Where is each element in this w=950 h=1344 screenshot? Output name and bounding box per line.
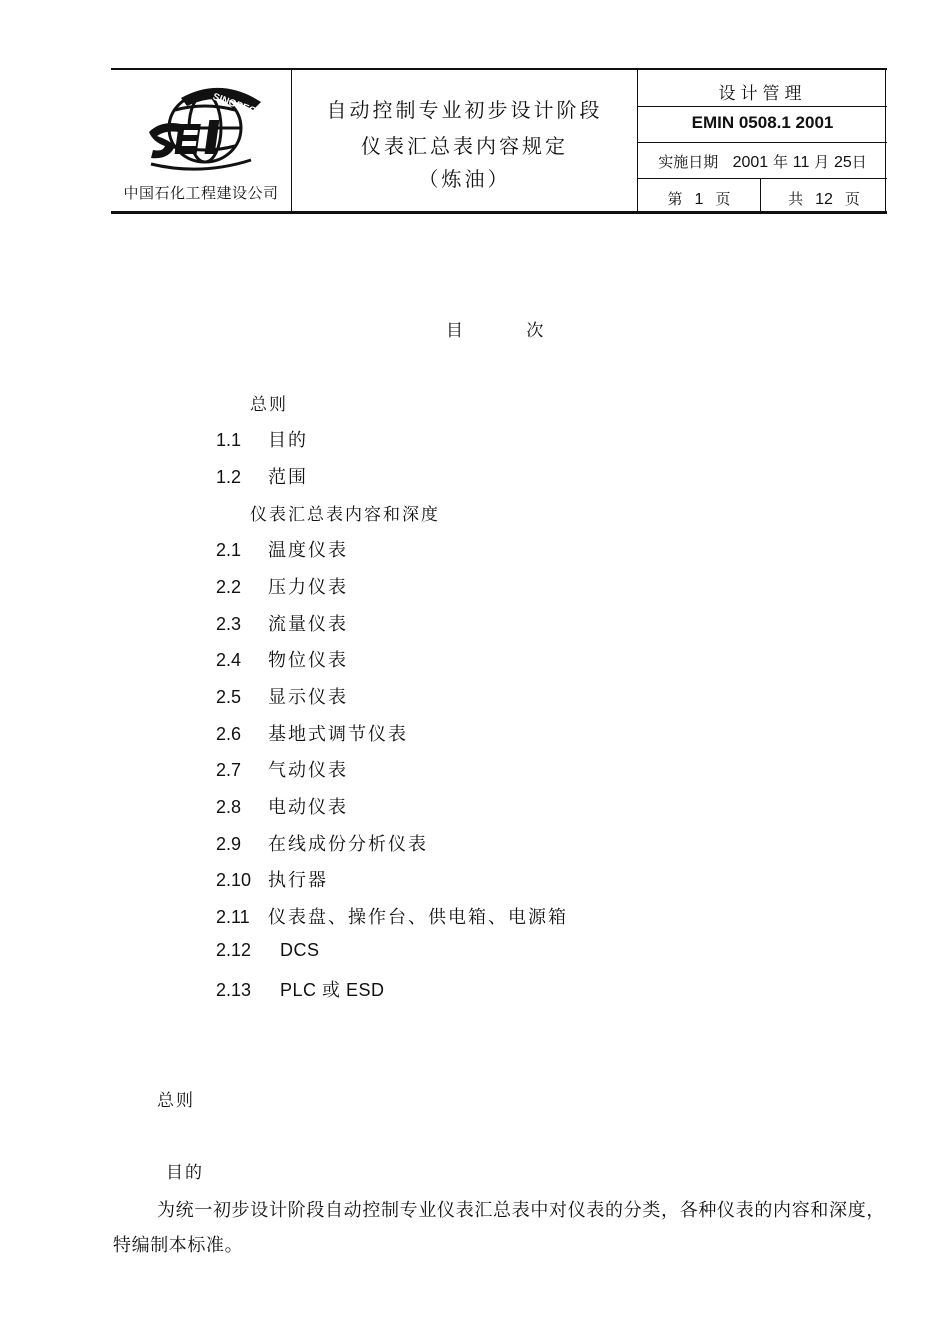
page-no: 1 <box>694 191 704 208</box>
toc-item-text: 流量仪表 <box>268 614 348 635</box>
toc-item <box>216 866 328 892</box>
toc-item-text: 执行器 <box>268 870 328 891</box>
section-heading: 总则 <box>157 1091 195 1111</box>
toc-item-text: 温度仪表 <box>268 540 348 561</box>
toc-title: 目 次 <box>446 321 544 341</box>
toc-item <box>216 720 408 746</box>
toc-item-number: 1.2 <box>216 467 242 487</box>
toc-item-number: 2.5 <box>216 687 242 707</box>
toc-item <box>216 610 348 636</box>
toc-item-text: 压力仪表 <box>268 577 348 598</box>
toc-item <box>216 940 320 966</box>
divider <box>637 142 887 143</box>
effective-date <box>638 151 887 172</box>
document-title-line3: （炼油） <box>418 167 511 191</box>
toc-item <box>216 573 348 599</box>
effective-day: 25 <box>833 154 852 171</box>
page-number <box>638 188 760 209</box>
toc-item-number: 2.9 <box>216 834 242 854</box>
year-unit: 年 <box>772 153 788 171</box>
toc-item-text: 基地式调节仪表 <box>268 724 408 745</box>
document-code: EMIN 0508.1 2001 <box>691 113 834 132</box>
toc-item-text: PLC 或 ESD <box>280 980 385 1000</box>
toc-item-number: 2.7 <box>216 760 242 780</box>
toc-item <box>216 536 348 562</box>
total-suffix: 页 <box>844 190 860 208</box>
toc-item-number: 2.3 <box>216 614 242 634</box>
total-pages-count: 12 <box>815 191 833 208</box>
total-prefix: 共 <box>788 190 804 208</box>
toc-item-number: 2.1 <box>216 540 242 560</box>
toc-item <box>216 903 568 929</box>
document-title-line1: 自动控制专业初步设计阶段 <box>326 98 603 122</box>
divider <box>637 106 887 107</box>
toc-item-text: 物位仪表 <box>268 650 348 671</box>
toc-item <box>216 426 308 452</box>
toc-item <box>216 976 385 1002</box>
page-prefix: 第 <box>667 190 683 208</box>
purpose-paragraph: 为统一初步设计阶段自动控制专业仪表汇总表中对仪表的分类，各种仪表的内容和深度，特编制本标准。 <box>113 1200 885 1256</box>
toc-item <box>216 756 348 782</box>
toc-item-number: 2.12 <box>216 940 252 960</box>
toc-item <box>216 646 348 672</box>
toc-item-number: 2.8 <box>216 797 242 817</box>
effective-month: 11 <box>792 154 810 171</box>
toc-item <box>216 830 428 856</box>
subsection-heading: 目的 <box>166 1163 204 1183</box>
toc-item-number: 2.13 <box>216 980 252 1000</box>
toc-item <box>216 683 348 709</box>
document-title-line2: 仪表汇总表内容规定 <box>361 134 568 158</box>
day-unit: 日 <box>851 153 867 171</box>
toc-item-text: 气动仪表 <box>268 760 348 781</box>
toc-item-text: 电动仪表 <box>268 797 348 818</box>
toc-item-number: 2.10 <box>216 870 252 890</box>
document-header <box>111 68 887 214</box>
page-suffix: 页 <box>715 190 731 208</box>
toc-item-text: 范围 <box>268 467 308 488</box>
toc-item-text: 目的 <box>268 430 308 451</box>
toc-item-number: 2.2 <box>216 577 242 597</box>
toc-item-number: 1.1 <box>216 430 242 450</box>
toc-item <box>216 463 308 489</box>
toc-item-text: DCS <box>280 940 320 960</box>
divider <box>637 178 887 179</box>
effective-date-label: 实施日期 <box>658 153 719 171</box>
toc-item <box>216 793 348 819</box>
toc-item-text: 在线成份分析仪表 <box>268 834 428 855</box>
company-name: 中国石化工程建设公司 <box>123 184 279 202</box>
logo-wordmark: SINOPEC <box>211 91 258 118</box>
toc-item-number: 2.6 <box>216 724 242 744</box>
total-pages <box>761 188 887 209</box>
document-category: 设计管理 <box>718 84 807 104</box>
effective-year: 2001 <box>732 154 769 171</box>
company-logo <box>141 80 263 178</box>
month-unit: 月 <box>814 153 830 171</box>
toc-section-heading: 总则 <box>250 395 288 415</box>
toc-item-number: 2.4 <box>216 650 242 670</box>
toc-item-number: 2.11 <box>216 907 250 927</box>
toc-item-text: 仪表盘、操作台、供电箱、电源箱 <box>268 907 568 928</box>
toc-item-text: 显示仪表 <box>268 687 348 708</box>
toc-section-heading: 仪表汇总表内容和深度 <box>250 505 440 525</box>
